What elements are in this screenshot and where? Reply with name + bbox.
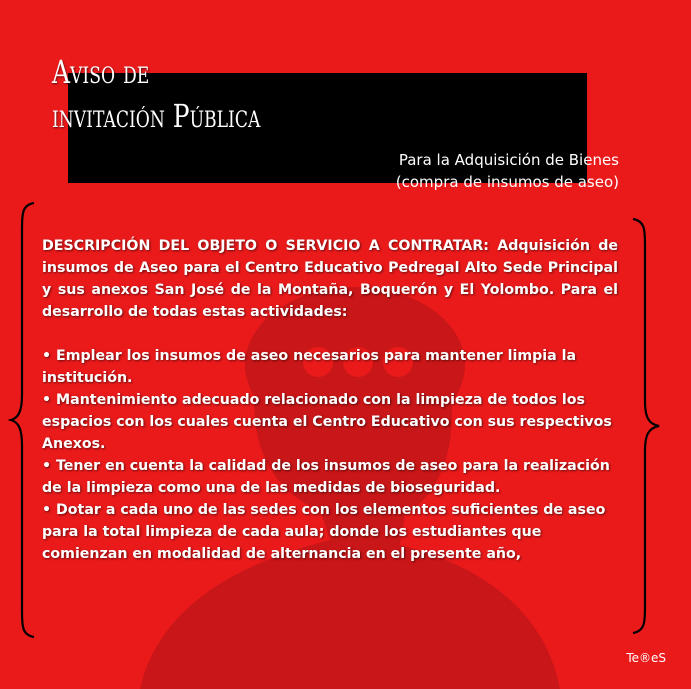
activity-item: • Mantenimiento adecuado relacionado con la limpieza de todos los espacios con los cuales cuenta el Centro Educativo con sus respectivos Anexos. <box>42 389 618 455</box>
subtitle-line-1: Para la Adquisición de Bienes <box>398 151 619 169</box>
description-heading: DESCRIPCIÓN DEL OBJETO O SERVICIO A CONTRATAR: <box>42 238 489 254</box>
activity-item: • Tener en cuenta la calidad de los insumos de aseo para la realización de la limpieza como una de las medidas de bioseguridad. <box>42 455 618 499</box>
brand-signature: Te®eS <box>626 651 666 665</box>
description-paragraph <box>42 235 618 323</box>
page-title <box>52 50 260 138</box>
spacer <box>42 323 618 345</box>
right-curly-brace <box>629 216 663 636</box>
description-body: Adquisición de insumos de Aseo para el Centro Educativo Pedregal Alto Sede Principal y sus anexos San José de la Montaña, Boquerón y El Yolombo. Para el desarrollo de todas estas actividades: <box>42 238 618 320</box>
title-line-2: invitación Pública <box>52 97 261 135</box>
subtitle-line-2: (compra de insumos de aseo) <box>395 173 619 191</box>
description-section <box>42 235 618 565</box>
activity-item: • Emplear los insumos de aseo necesarios para mantener limpia la institución. <box>42 345 618 389</box>
activities-list <box>42 345 618 565</box>
activity-item: • Dotar a cada uno de las sedes con los elementos suficientes de aseo para la total limpieza de cada aula; donde los estudiantes que comienzan en modalidad de alternancia en el presente año, <box>42 499 618 565</box>
title-line-1: Aviso de <box>52 53 150 91</box>
left-curly-brace <box>8 200 38 640</box>
page-subtitle <box>396 149 619 193</box>
